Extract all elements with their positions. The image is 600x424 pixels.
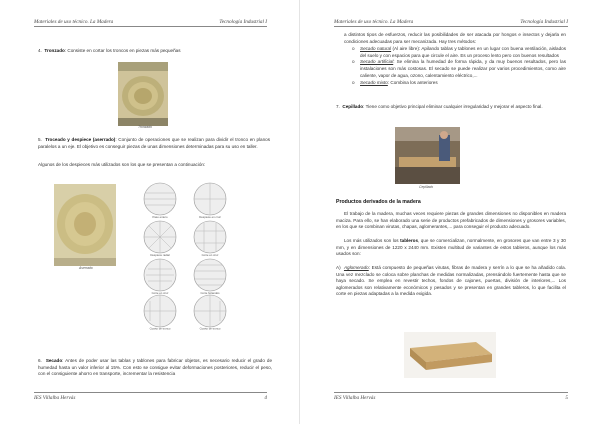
item-term: Cepillado [342, 104, 364, 109]
item-term: Troceado y despiece (aserrado) [45, 137, 116, 142]
header-doc-title: Materiales de uso técnico. La Madera [334, 19, 414, 25]
item-term: Secado [45, 358, 63, 363]
right-page-header [334, 19, 568, 27]
secado-method-item [352, 46, 566, 59]
productos-paragraph-2 [336, 238, 566, 258]
left-page-header [34, 19, 267, 27]
item-troceado [38, 137, 270, 150]
footer-school: IES Villalba Hervás [34, 394, 76, 401]
tronzado-photo [118, 62, 168, 126]
right-page [300, 0, 600, 424]
item-text: : Está compuesto de pequeñas virutas, fibras de madera y serrín a lo que se ha añadido cola. Una vez mezclado se coloca sobre planchas de medidas normalizadas, prensándolo fuertemente hasta que se haya secado. Se emplea en revestir techos, fondos de cajones, puertas, división de interiores,... Los aglomerados son relativamente económicos y pesados y se presentan en grandes tableros, lo que facilita el corte en piezas adaptadas a la medida exigida. [336, 265, 567, 297]
item-cepillado [336, 104, 566, 111]
method-term: Secado natural [360, 46, 392, 51]
right-page-footer [334, 392, 568, 401]
caption-tronzado: Tronzado [138, 125, 153, 129]
list-bullet: o [352, 59, 355, 65]
section-title-productos: Productos derivados de la madera [336, 199, 421, 205]
item-text: : Tiene como objetivo principal eliminar cualquier irregularidad y mejorar el aspecto final. [363, 104, 543, 109]
secado-method-item [352, 80, 566, 87]
method-term: Secado artificial [360, 59, 394, 65]
method-text: (Al aire libre): Apilando tablas y tablones en un lugar con buena ventilación, aislados del suelo y con espacios para que circule el aire. Es un proceso lento pero con buenos resultados [360, 46, 566, 58]
despiece-label: Despiece en cruz [199, 215, 221, 219]
secado-methods-list [352, 46, 566, 86]
left-page-footer [34, 392, 267, 401]
list-bullet: o [352, 46, 355, 51]
footer-school: IES Villalba Hervás [334, 394, 376, 401]
productos-paragraph-1: El trabajo de la madera, muchas veces requiere piezas de grandes dimensiones no disponibles en madera maciza. Para ello, se han elaborado una serie de productos prefabricados de dimensiones y grosores variables, en los que se combinan virutas, chapas, aglomerantes,... para conseguir el producto adecuado. [336, 211, 566, 230]
method-text: : Combina los anteriores [387, 79, 438, 85]
item-aglomerado [336, 265, 566, 298]
item-number: 7. [336, 104, 340, 109]
paragraph-text: Los más utilizados son los [344, 238, 401, 243]
header-doc-title: Materiales de uso técnico. La Madera [34, 19, 114, 25]
footer-page-number: 4 [264, 394, 267, 401]
caption-aserrado: Aserrado [79, 266, 93, 270]
header-course-title: Tecnología Industrial I [219, 19, 267, 25]
item-term: Tronzado [44, 48, 65, 53]
paragraph-text: , que se comercializan, normalmente, en grosores que van entre 3 y 30 mm, y en dimensiones de 1220 x 2440 mm. Existen multitud de variantes de estos tableros, aunque los más usados son: [336, 238, 566, 257]
item-tronzado [38, 48, 268, 55]
despiece-label: Corte holandés [200, 291, 220, 295]
item-number: 4. [38, 48, 42, 53]
secado-continuation: a distintos tipos de esfuerzos, reducir las posibilidades de ser atacada por hongos e insectos y dejarla en condiciones adecuadas para ser mecanizada. Hay tres métodos: [344, 32, 566, 44]
despiece-label: Corte en cruz [151, 291, 169, 295]
footer-page-number: 5 [565, 394, 568, 401]
aserrado-photo [54, 184, 116, 266]
despiece-label: Despiece radial [150, 253, 170, 257]
cepillado-photo [395, 127, 460, 184]
item-term: Aglomerado [343, 265, 369, 270]
secado-method-item [352, 59, 566, 79]
despiece-label: Cuarto de tronco [199, 326, 221, 330]
item-secado [38, 358, 272, 378]
item-number: 6. [38, 358, 42, 363]
despiece-label: Cuarto de tronco [149, 326, 171, 330]
item-text: : Conjunto de operaciones que se realizan para dividir el tronco en planos paralelos a un eje. El objetivo es conseguir piezas de unas dimensiones determinadas para su uso en taller. [38, 137, 271, 149]
item-text: : Consiste en cortar los troncos en piezas más pequeñas [64, 48, 181, 53]
list-bullet: o [352, 79, 355, 85]
aglomerado-photo [404, 332, 496, 378]
despiece-diagrams [136, 180, 234, 330]
despieces-intro: Algunos de los despieces más utilizados son los que se presentan a continuación: [38, 162, 206, 167]
despiece-label: Corte en cruz [201, 253, 219, 257]
method-text: : Se elimina la humedad de forma rápida, y da muy buenos resultados, pero las instalaciones son más costosas. El secado se puede realizar por varios procedimientos, como aire caliente, vapor de agua, ozono, calentamiento eléctrico,... [360, 59, 566, 78]
despiece-label: Paso entero [152, 215, 168, 219]
item-text: : Antes de poder usar las tablas y tablones para fabricar objetos, es necesario reducir el grado de humedad hasta un valor inferior al 15%. Con esto se consigue evitar deformaciones posteriores, reducir el peso, con el consiguiente ahorro en transporte, incrementar la resistencia [38, 358, 272, 377]
item-number: A) [336, 265, 341, 270]
paragraph-term: tableros [400, 238, 418, 243]
item-number: 5. [38, 137, 42, 142]
method-term: Secado mixto [360, 79, 388, 85]
header-course-title: Tecnología Industrial I [520, 19, 568, 25]
caption-cepillado: Cepillado [419, 185, 434, 189]
